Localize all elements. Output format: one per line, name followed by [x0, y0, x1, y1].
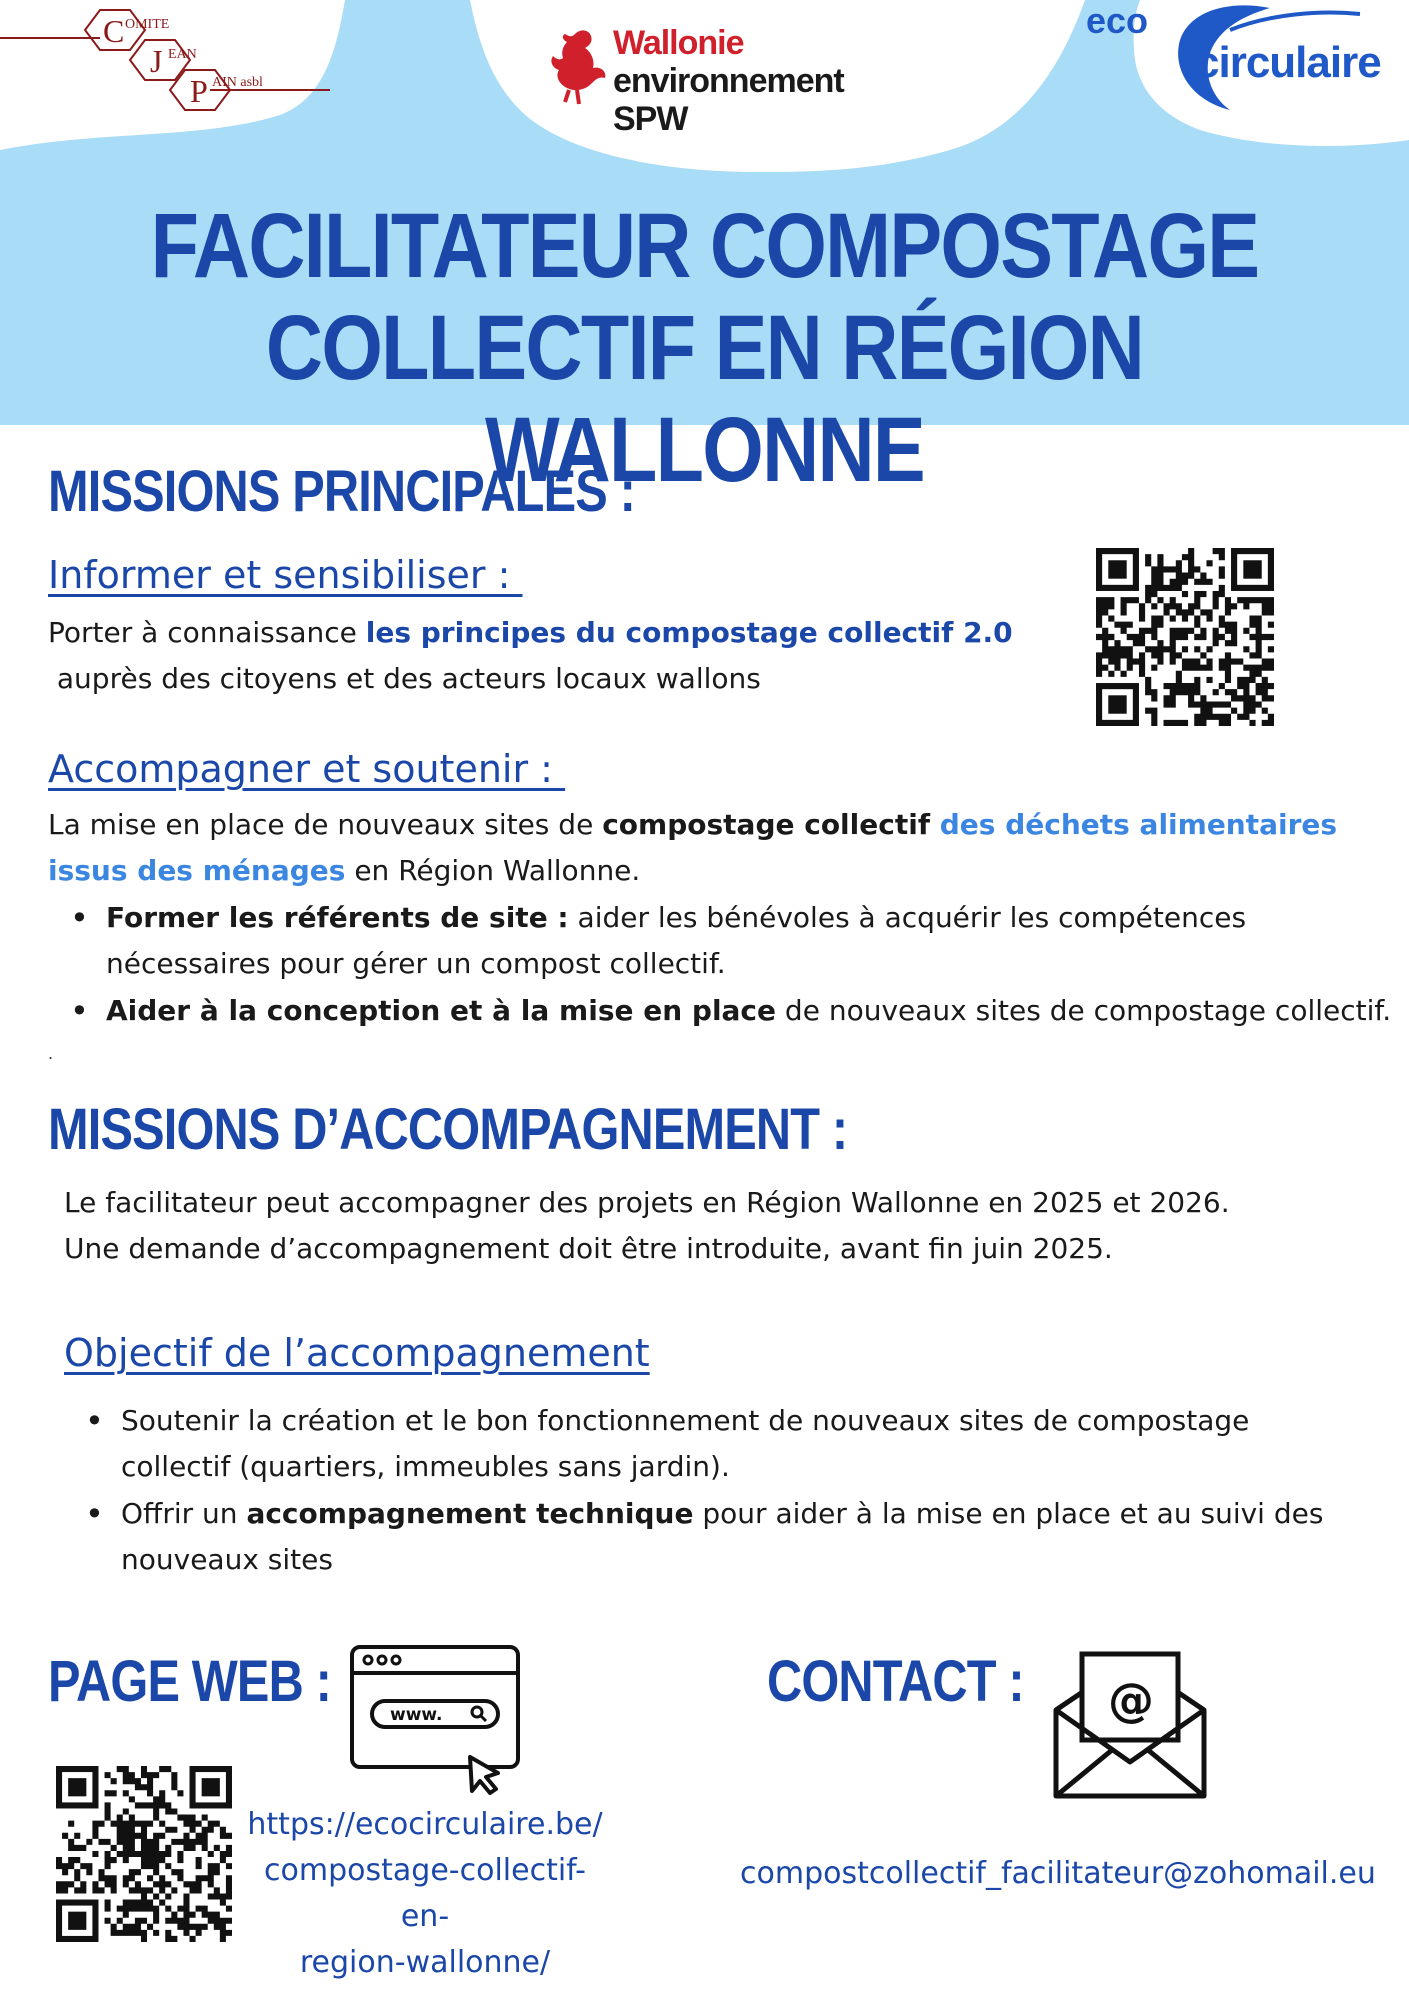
- title-line-1: FACILITATEUR COMPOSTAGE: [150, 195, 1259, 297]
- accompagner-line2: [48, 848, 640, 894]
- informer-text-line1: [48, 610, 1013, 656]
- objectif-bullet-1: • Soutenir la création et le bon fonctionnement de nouveaux sites de compostage: [121, 1398, 1249, 1444]
- informer-heading: Informer et sensibiliser :: [48, 553, 523, 597]
- browser-window-icon: [350, 1645, 520, 1795]
- stray-dot: .: [48, 1044, 54, 1063]
- obj-b2-before: Offrir un: [121, 1497, 247, 1530]
- url-line-1[interactable]: https://ecocirculaire.be/: [247, 1807, 603, 1842]
- objectif-heading: Objectif de l’accompagnement: [64, 1331, 650, 1375]
- accompagnement-line2: Une demande d’accompagnement doit être introduite, avant fin juin 2025.: [64, 1232, 1113, 1265]
- obj-b2-after: pour aider à la mise en place et au suivi des: [693, 1497, 1324, 1530]
- cjp-ean: EAN: [168, 47, 197, 62]
- qr-code-web-icon: [56, 1766, 232, 1942]
- contact-email-link[interactable]: compostcollectif_facilitateur@zohomail.eu: [740, 1856, 1376, 1891]
- informer-highlight: les principes du compostage collectif 2.0: [365, 616, 1013, 649]
- objectif-bullet-2: [121, 1491, 1323, 1537]
- accompagner-line1: [48, 802, 1337, 848]
- wallonie-line2: environnement: [613, 62, 844, 100]
- informer-text-before: Porter à connaissance: [48, 616, 366, 649]
- page-title: [99, 195, 1311, 501]
- cjp-letter-p: P: [190, 73, 208, 109]
- url-line-3[interactable]: region-wallonne/: [299, 1945, 551, 1980]
- wallonie-text: [613, 24, 844, 138]
- accompagner-bullet-2: [106, 988, 1391, 1034]
- accompagner-heading: Accompagner et soutenir :: [48, 747, 566, 791]
- missions-principales-heading: MISSIONS PRINCIPALES :: [48, 459, 635, 524]
- comite-jean-pain-logo: [0, 0, 330, 120]
- contact-heading: CONTACT :: [767, 1649, 1024, 1714]
- accompagnement-line1: Le facilitateur peut accompagner des projets en Région Wallonne en 2025 et 2026.: [64, 1186, 1230, 1219]
- url-line-2[interactable]: compostage-collectif-en-: [264, 1853, 586, 1934]
- acc-l2-highlight: issus des ménages: [48, 854, 346, 887]
- cjp-letter-j: J: [150, 43, 163, 79]
- wallonie-line3: SPW: [613, 100, 688, 138]
- circulaire-text: circulaire: [1195, 38, 1381, 87]
- informer-text-line2: auprès des citoyens et des acteurs locaux wallons: [48, 662, 761, 695]
- cjp-letter-c: C: [103, 13, 125, 49]
- acc-l1-highlight: des déchets alimentaires: [930, 808, 1338, 841]
- eco-circulaire-logo: [1080, 0, 1409, 120]
- web-url-link[interactable]: [240, 1802, 610, 1986]
- bullet1-bold: Former les référents de site :: [106, 901, 569, 934]
- cjp-omite: OMITE: [125, 17, 170, 32]
- svg-text:@: @: [1108, 1673, 1154, 1727]
- qr-code-icon: [1096, 548, 1274, 726]
- page-web-heading: PAGE WEB :: [48, 1649, 332, 1714]
- email-envelope-icon: [1052, 1650, 1208, 1800]
- eco-text: eco: [1086, 0, 1149, 41]
- missions-accompagnement-heading: MISSIONS D’ACCOMPAGNEMENT :: [48, 1097, 848, 1162]
- objectif-bullet-2-line2: nouveaux sites: [121, 1543, 333, 1576]
- cjp-ain: AIN asbl: [212, 75, 263, 90]
- acc-l2-after: en Région Wallonne.: [345, 854, 641, 887]
- bullet1-text: aider les bénévoles à acquérir les compétences: [568, 901, 1247, 934]
- acc-l1-before: La mise en place de nouveaux sites de: [48, 808, 603, 841]
- rooster-icon: [545, 26, 609, 106]
- wallonie-environnement-logo: [545, 20, 875, 138]
- acc-l1-bold: compostage collectif: [602, 808, 930, 841]
- browser-www-text: www.: [390, 1705, 443, 1725]
- wallonie-line1: Wallonie: [613, 24, 744, 62]
- bullet2-bold: Aider à la conception et à la mise en place: [106, 994, 777, 1027]
- accompagner-bullet-1: [106, 895, 1246, 941]
- title-line-2: COLLECTIF EN RÉGION WALLONNE: [265, 297, 1144, 501]
- objectif-bullet-1-line2: collectif (quartiers, immeubles sans jardin).: [121, 1450, 730, 1483]
- accompagner-bullet-1-line2: nécessaires pour gérer un compost collectif.: [106, 947, 726, 980]
- obj-b2-bold: accompagnement technique: [246, 1497, 694, 1530]
- bullet2-text: de nouveaux sites de compostage collectif.: [776, 994, 1392, 1027]
